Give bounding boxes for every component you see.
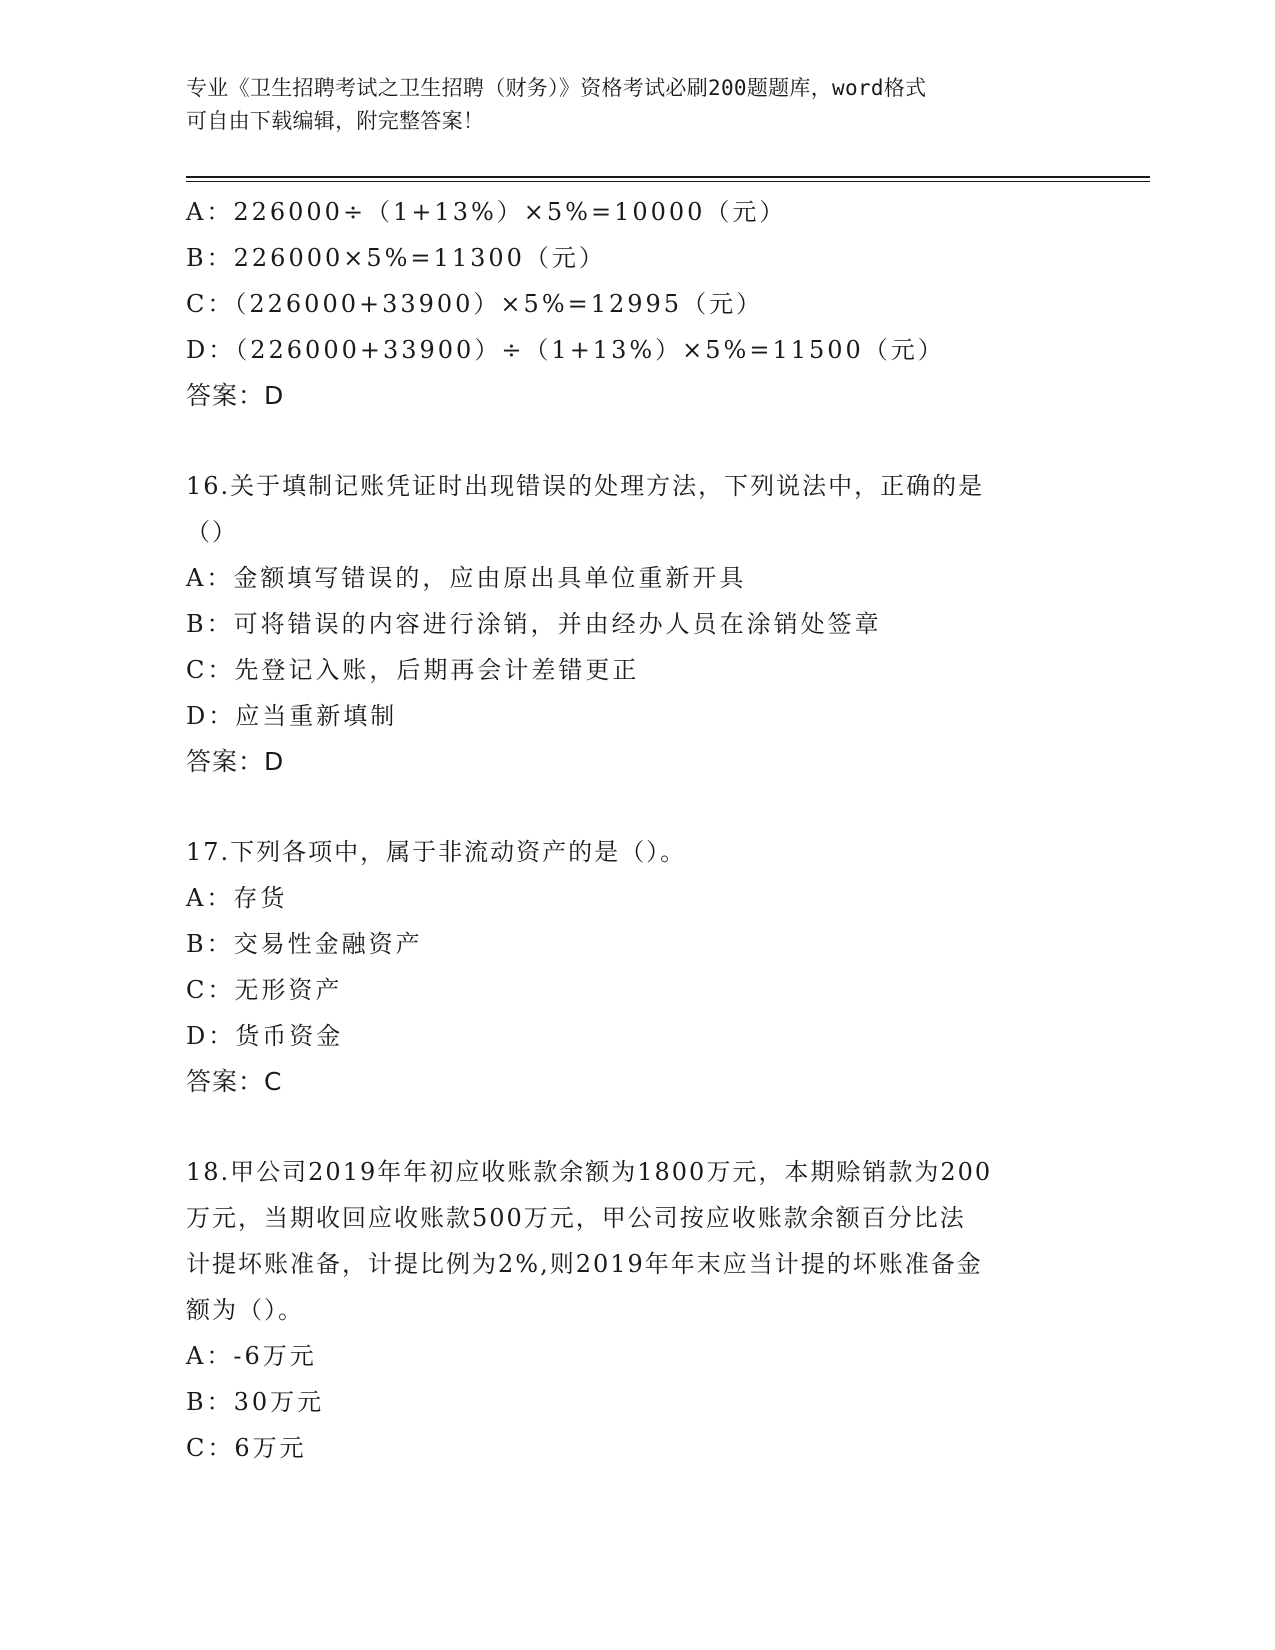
option-d: D：（226000+33900）÷（1+13%）×5%=11500（元） (186, 336, 945, 364)
header-divider-thin (186, 181, 1150, 182)
question-stem-line: （） (186, 518, 238, 546)
header-line-2: 可自由下载编辑，附完整答案！ (186, 109, 485, 133)
question-stem-line: 18.甲公司2019年年初应收账款余额为1800万元，本期赊销款为200 (186, 1158, 993, 1186)
answer-line: 答案：D (186, 381, 285, 410)
document-header (186, 72, 1066, 138)
question-stem-line: 万元，当期收回应收账款500万元，甲公司按应收账款余额百分比法 (186, 1204, 966, 1232)
option-a: A：存货 (186, 884, 288, 912)
option-b: B：交易性金融资产 (186, 930, 423, 958)
option-b: B：226000×5%=11300（元） (186, 244, 606, 272)
option-c: C：6万元 (186, 1434, 307, 1462)
question-17 (186, 829, 1086, 1105)
option-c: C：先登记入账，后期再会计差错更正 (186, 656, 640, 684)
option-a: A：金额填写错误的，应由原出具单位重新开具 (186, 564, 747, 592)
option-c: C：（226000+33900）×5%=12995（元） (186, 290, 764, 318)
option-d: D：应当重新填制 (186, 702, 398, 730)
option-a: A：-6万元 (186, 1342, 317, 1370)
option-a: A：226000÷（1+13%）×5%=10000（元） (186, 198, 787, 226)
question-list (186, 189, 1086, 1471)
header-divider-thick (186, 176, 1150, 178)
option-b: B：可将错误的内容进行涂销，并由经办人员在涂销处签章 (186, 610, 882, 638)
spacer (186, 1105, 1086, 1149)
answer-line: 答案：D (186, 747, 285, 776)
question-stem-line: 额为（）。 (186, 1296, 304, 1324)
question-18 (186, 1149, 1086, 1471)
spacer (186, 785, 1086, 829)
question-16 (186, 463, 1086, 785)
option-b: B：30万元 (186, 1388, 325, 1416)
option-d: D：货币资金 (186, 1022, 344, 1050)
question-stem-line: 16.关于填制记账凭证时出现错误的处理方法，下列说法中，正确的是 (186, 472, 985, 500)
spacer (186, 419, 1086, 463)
question-stem-line: 17.下列各项中，属于非流动资产的是（）。 (186, 838, 687, 866)
header-line-1: 专业《卫生招聘考试之卫生招聘（财务）》资格考试必刷200题题库，word格式 (186, 76, 927, 100)
question-stem-line: 计提坏账准备，计提比例为2%,则2019年年末应当计提的坏账准备金 (186, 1250, 983, 1278)
question-15 (186, 189, 1086, 419)
answer-line: 答案：C (186, 1067, 283, 1096)
option-c: C：无形资产 (186, 976, 343, 1004)
